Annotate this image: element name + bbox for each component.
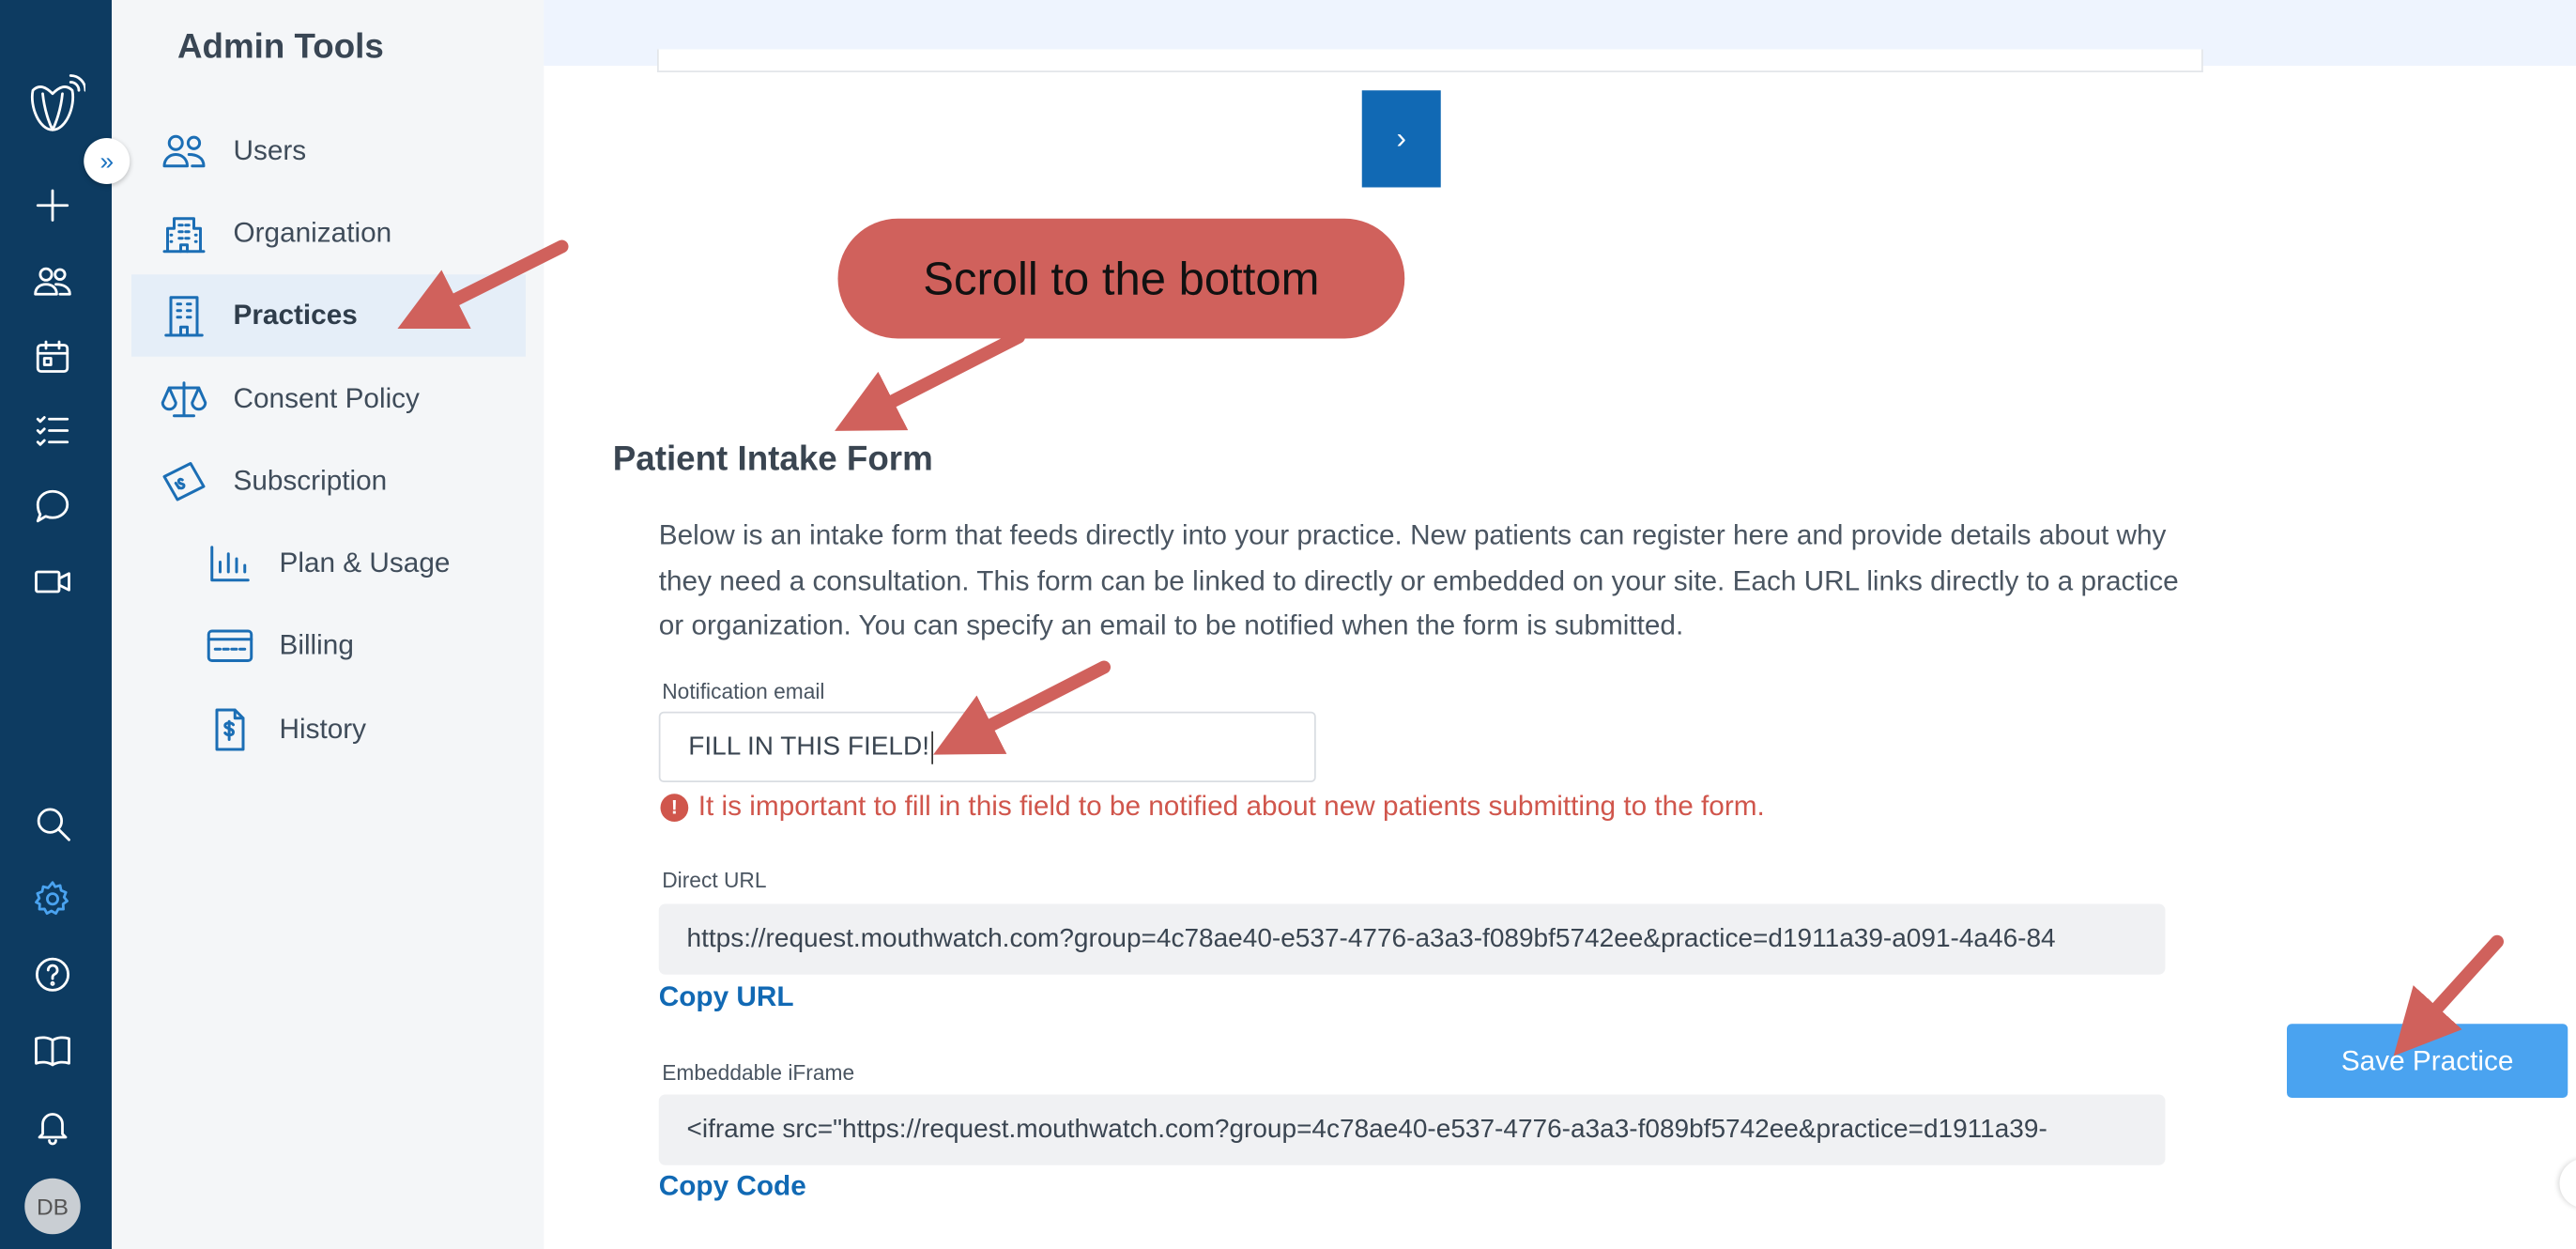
- tutorial-callout: Scroll to the bottom: [838, 219, 1405, 339]
- nav-item-label: Organization: [233, 217, 392, 249]
- copy-url-link[interactable]: Copy URL: [658, 980, 794, 1012]
- search-icon[interactable]: [28, 799, 78, 849]
- nav-item-label: Practices: [233, 299, 358, 331]
- calendar-icon[interactable]: [28, 332, 78, 382]
- card-icon: [204, 623, 256, 669]
- nav-item-history[interactable]: [177, 688, 526, 771]
- card-bottom-edge: [657, 50, 2203, 73]
- direct-url-label: Direct URL: [662, 868, 767, 893]
- save-practice-button[interactable]: Save Practice: [2287, 1024, 2568, 1098]
- bar-chart-icon: [204, 541, 256, 587]
- nav-item-consent-policy[interactable]: [131, 359, 526, 441]
- nav-item-users[interactable]: [131, 110, 526, 193]
- book-icon[interactable]: [28, 1025, 78, 1075]
- nav-item-label: Plan & Usage: [279, 547, 451, 578]
- building-grid-icon: [158, 210, 210, 256]
- section-description: Below is an intake form that feeds directly into your practice. New patients can register here and provide details about why they need a consultation. This form can be linked to directly or embedded on your site. Each URL links directly to a practice or organization. You can specify an email to be notified when the form is submitted.: [658, 519, 2179, 641]
- bell-icon[interactable]: [28, 1102, 78, 1151]
- arrow-to-save-button: [2418, 942, 2497, 1029]
- gear-icon[interactable]: [28, 874, 78, 924]
- nav-item-subscription[interactable]: [131, 440, 526, 523]
- direct-url-field[interactable]: https://request.mouthwatch.com?group=4c78ae40-e537-4776-a3a3-f089bf5742ee&practice=d1911a39-a091-4a46-84: [659, 904, 2166, 975]
- app-rail: [0, 0, 112, 1249]
- section-title: Patient Intake Form: [612, 440, 933, 479]
- ticket-icon: [158, 458, 210, 504]
- nav-item-plan-usage[interactable]: [177, 523, 526, 606]
- nav-item-label: Consent Policy: [233, 382, 420, 414]
- receipt-icon: [204, 707, 256, 753]
- plus-icon[interactable]: [28, 181, 78, 231]
- app-logo-icon[interactable]: [20, 74, 85, 140]
- help-widget[interactable]: [2560, 1159, 2576, 1209]
- help-icon[interactable]: [28, 950, 78, 1000]
- nav-item-practices[interactable]: [131, 274, 526, 357]
- building-icon: [158, 293, 210, 339]
- collapse-sidebar-button[interactable]: »: [84, 138, 130, 184]
- chat-icon[interactable]: [28, 482, 78, 532]
- admin-tools-title: Admin Tools: [177, 27, 384, 66]
- error-icon: !: [661, 793, 689, 821]
- text-caret: [931, 731, 933, 763]
- nav-item-label: Billing: [279, 629, 354, 661]
- user-avatar[interactable]: DB: [24, 1179, 81, 1235]
- copy-code-link[interactable]: Copy Code: [658, 1170, 806, 1202]
- scales-icon: [158, 377, 210, 423]
- next-page-button[interactable]: ›: [1362, 90, 1441, 187]
- video-icon[interactable]: [28, 557, 78, 607]
- arrow-from-callout: [867, 337, 1019, 414]
- notification-email-field[interactable]: [659, 712, 1316, 782]
- nav-item-label: Subscription: [233, 465, 388, 497]
- email-field-value: FILL IN THIS FIELD!: [688, 732, 929, 761]
- iframe-code-field[interactable]: <iframe src="https://request.mouthwatch.com?group=4c78ae40-e537-4776-a3a3-f089bf5742ee&practice=d1911a39-: [659, 1095, 2166, 1165]
- nav-item-label: Users: [233, 134, 307, 166]
- error-text: It is important to fill in this field to be notified about new patients submitting to the form.: [698, 790, 1765, 822]
- users-icon: [158, 129, 210, 175]
- users-icon[interactable]: [28, 256, 78, 306]
- checklist-icon[interactable]: [28, 406, 78, 455]
- nav-item-organization[interactable]: [131, 193, 526, 275]
- nav-item-label: History: [279, 713, 367, 745]
- email-field-label: Notification email: [662, 678, 825, 703]
- iframe-label: Embeddable iFrame: [662, 1059, 855, 1085]
- email-error-message: [661, 791, 1765, 824]
- nav-item-billing[interactable]: [177, 605, 526, 687]
- admin-tools-panel: [112, 0, 544, 1249]
